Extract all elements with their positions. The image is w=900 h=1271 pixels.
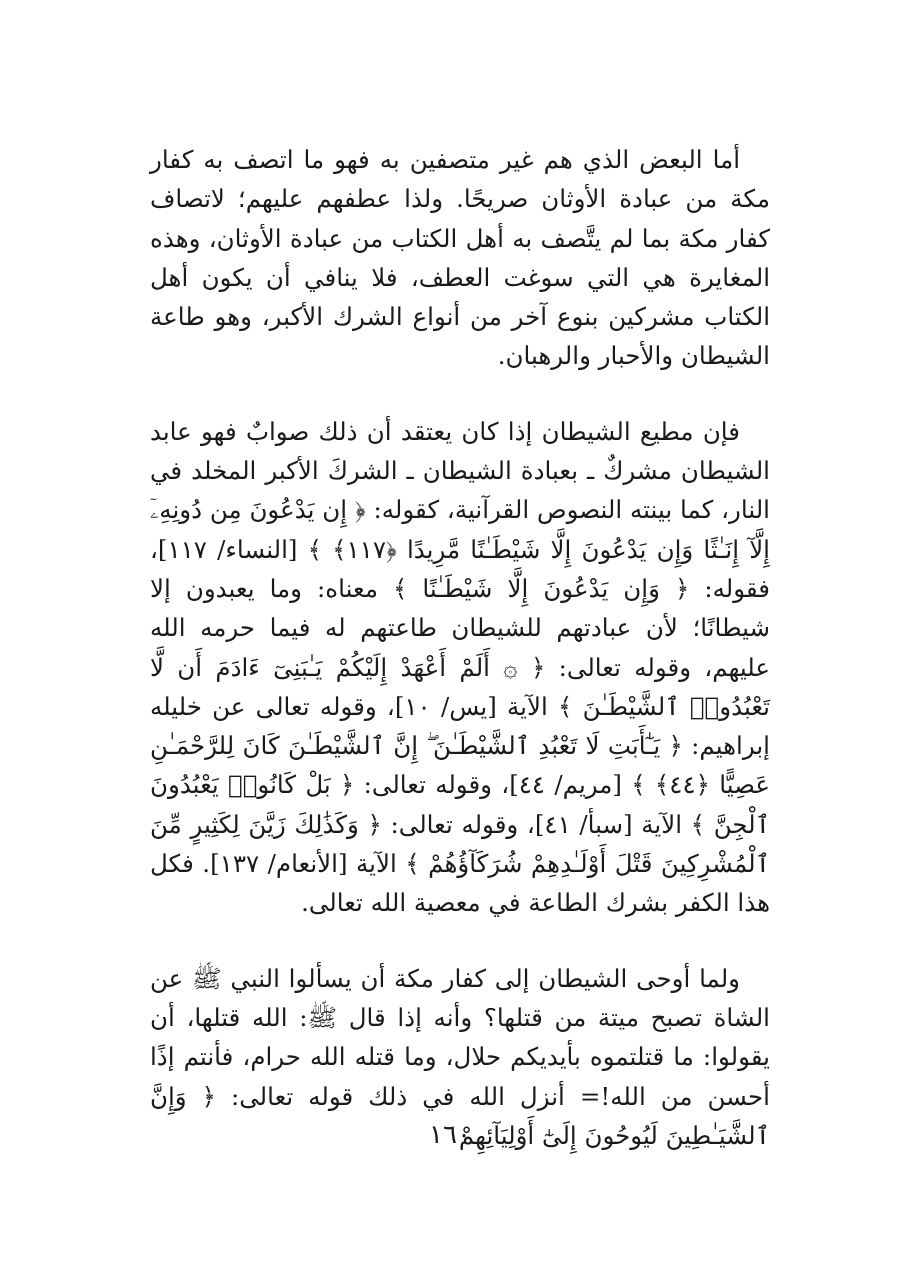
paragraph-gap (150, 376, 770, 412)
paragraph-3: ولما أوحى الشيطان إلى كفار مكة أن يسألوا النبي ﷺ عن الشاة تصبح ميتة من قتلها؟ وأنه إذا قال ﷺ: الله قتلها، أن يقولوا: ما قتلتموه بأيديكم حلال، وما قتله الله حرام، فأنتم إذًا أحسن من الله!= أنزل الله في ذلك قوله تعالى: ﴿ وَإِنَّ ٱلشَّيَـٰطِينَ لَيُوحُونَ إِلَىٰٓ أَوْلِيَآئِهِمْ (150, 963, 770, 1150)
paragraph-gap (150, 923, 770, 959)
page-number: ١٦٠ (429, 1120, 471, 1150)
paragraph-2: فإن مطيع الشيطان إذا كان يعتقد أن ذلك صوابٌ فهو عابد الشيطان مشركٌ ـ بعبادة الشيطان ـ الشركَ الأكبر المخلد في النار، كما بينته النصوص القرآنية، كقوله: ﴿ إِن يَدْعُونَ مِن دُونِهِۦٓ إِلَّآ إِنَـٰثًا وَإِن يَدْعُونَ إِلَّا شَيْطَـٰنًا مَّرِيدًا ﴿١١٧﴾ ﴾ [النساء/ ١١٧]، فقوله: ﴿ وَإِن يَدْعُونَ إِلَّا شَيْطَـٰنًا ﴾ معناه: وما يعبدون إلا شيطانًا؛ لأن عبادتهم للشيطان طاعتهم له فيما حرمه الله عليهم، وقوله تعالى: ﴿ ۞ أَلَمْ أَعْهَدْ إِلَيْكُمْ يَـٰبَنِىٓ ءَادَمَ أَن لَّا تَعْبُدُوا۟ ٱلشَّيْطَـٰنَ ﴾ الآية [يس/ ١٠]، وقوله تعالى عن خليله إبراهيم: ﴿ يَـٰٓأَبَتِ لَا تَعْبُدِ ٱلشَّيْطَـٰنَ ۖ إِنَّ ٱلشَّيْطَـٰنَ كَانَ لِلرَّحْمَـٰنِ عَصِيًّا ﴿٤٤﴾ ﴾ [مريم/ ٤٤]، وقوله تعالى: ﴿ بَلْ كَانُوا۟ يَعْبُدُونَ ٱلْجِنَّ ﴾ الآية [سبأ/ ٤١]، وقوله تعالى: ﴿ وَكَذَٰلِكَ زَيَّنَ لِكَثِيرٍ مِّنَ ٱلْمُشْرِكِينَ قَتْلَ أَوْلَـٰدِهِمْ شُرَكَآؤُهُمْ ﴾ الآية [الأنعام/ ١٣٧]. فكل هذا الكفر بشرك الطاعة في معصية الله تعالى. (150, 416, 770, 918)
paragraph-1: أما البعض الذي هم غير متصفين به فهو ما اتصف به كفار مكة من عبادة الأوثان صريحًا. ولذا عطفهم عليهم؛ لاتصاف كفار مكة بما لم يتَّصف به أهل الكتاب من عبادة الأوثان، وهذه المغايرة هي التي سوغت العطف، فلا ينافي أن يكون أهل الكتاب مشركين بنوع آخر من أنواع الشرك الأكبر، وهو طاعة الشيطان والأحبار والرهبان. (150, 145, 770, 371)
page-body (150, 140, 770, 1155)
